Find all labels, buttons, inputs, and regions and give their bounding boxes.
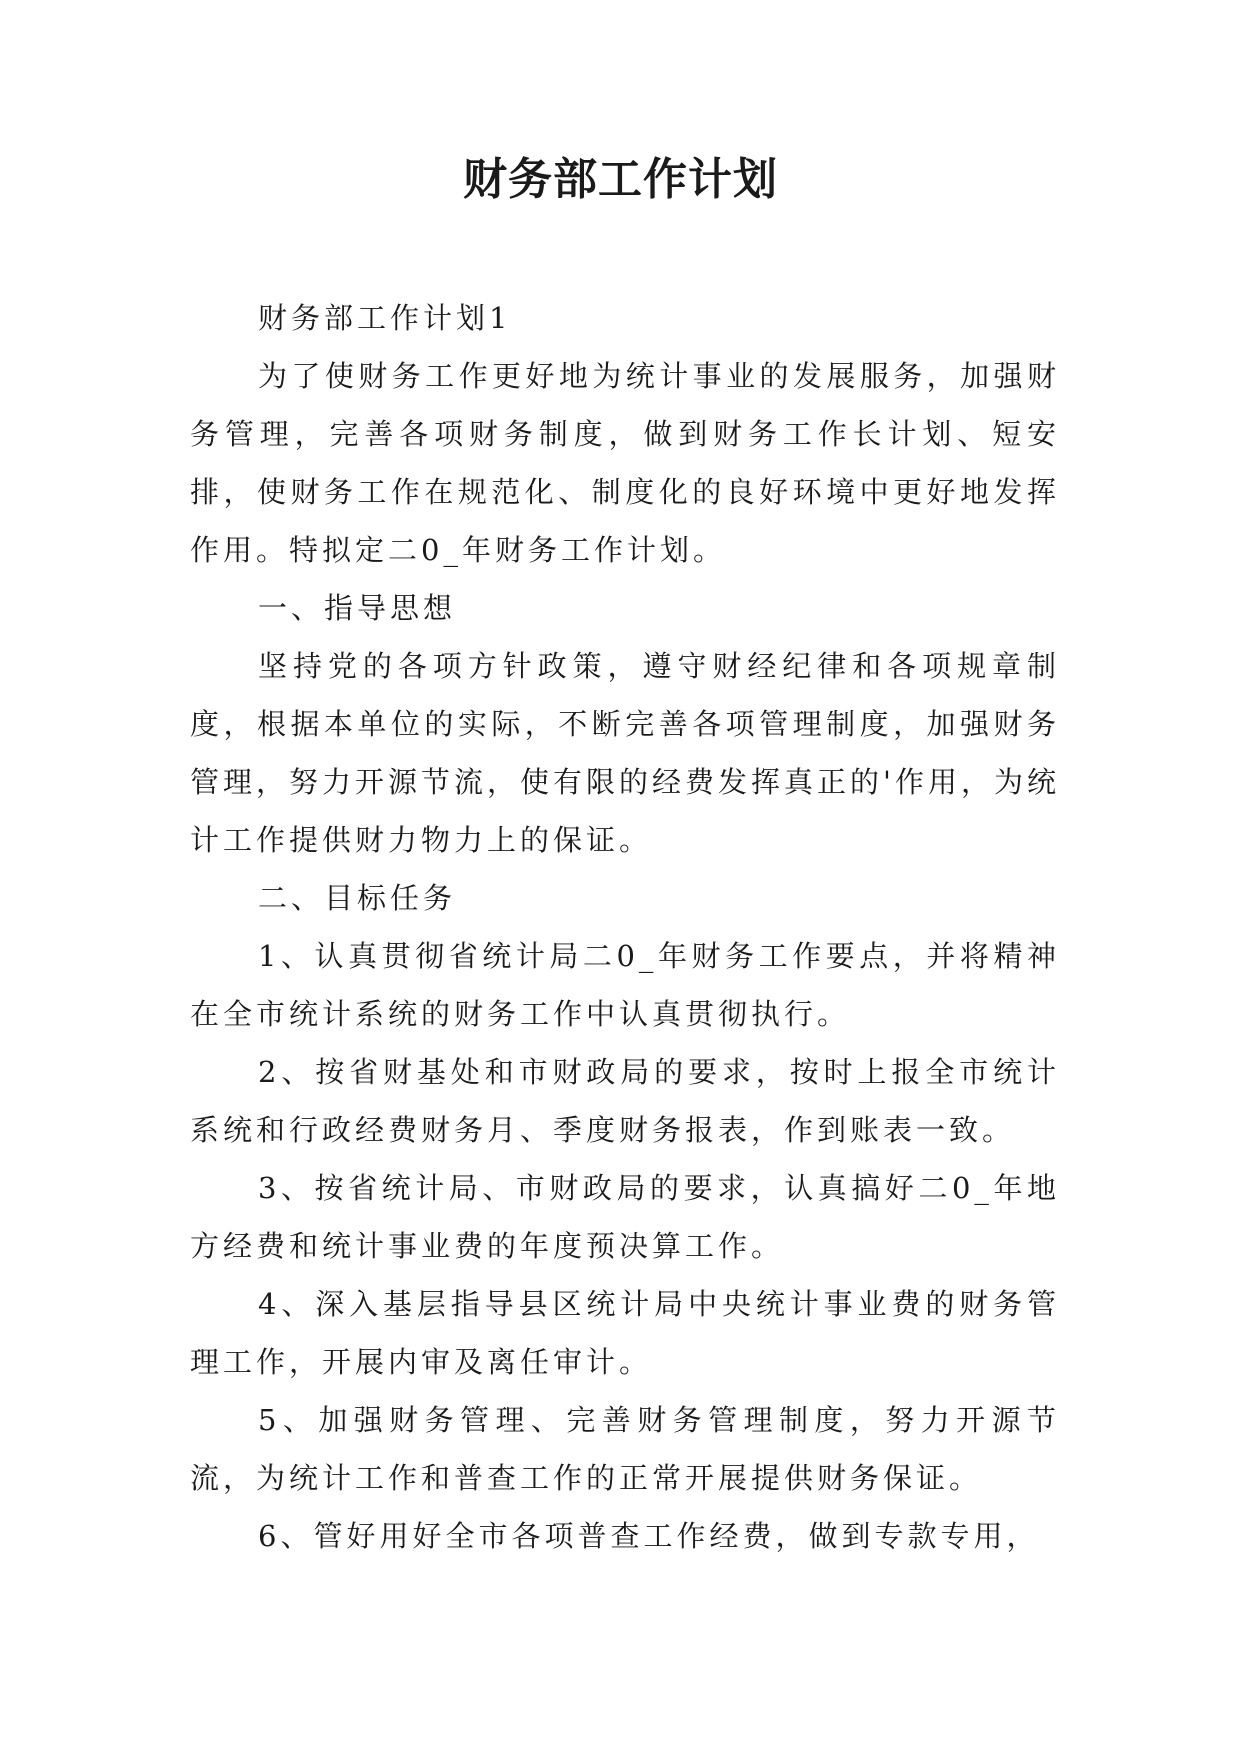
page-title: 财务部工作计划 (463, 154, 778, 205)
paragraph-guiding-ideology: 坚持党的各项方针政策，遵守财经纪律和各项规章制度，根据本单位的实际，不断完善各项管理制度，加强财务管理，努力开源节流，使有限的经费发挥真正的'作用，为统计工作提供财力物力上的保证。 (190, 649, 1060, 857)
paragraph-goal-4: 4、深入基层指导县区统计局中央统计事业费的财务管理工作，开展内审及离任审计。 (190, 1287, 1060, 1379)
paragraph-section-heading: 财务部工作计划1 (258, 301, 512, 335)
paragraph-goal-1: 1、认真贯彻省统计局二0_年财务工作要点，并将精神在全市统计系统的财务工作中认真贯彻执行。 (190, 939, 1060, 1031)
paragraph-goal-6: 6、管好用好全市各项普查工作经费，做到专款专用， (258, 1519, 1040, 1553)
document-body (190, 289, 1060, 1565)
paragraph-intro: 为了使财务工作更好地为统计事业的发展服务，加强财务管理，完善各项财务制度，做到财务工作长计划、短安排，使财务工作在规范化、制度化的良好环境中更好地发挥作用。特拟定二0_年财务工作计划。 (190, 359, 1060, 567)
paragraph-goal-5: 5、加强财务管理、完善财务管理制度，努力开源节流，为统计工作和普查工作的正常开展提供财务保证。 (190, 1403, 1060, 1495)
paragraph-goal-3: 3、按省统计局、市财政局的要求，认真搞好二0_年地方经费和统计事业费的年度预决算工作。 (190, 1171, 1060, 1263)
paragraph-goal-2: 2、按省财基处和市财政局的要求，按时上报全市统计系统和行政经费财务月、季度财务报表，作到账表一致。 (190, 1055, 1060, 1147)
paragraph-heading-goals: 二、目标任务 (258, 881, 457, 915)
paragraph-heading-guiding-ideology: 一、指导思想 (258, 591, 457, 625)
